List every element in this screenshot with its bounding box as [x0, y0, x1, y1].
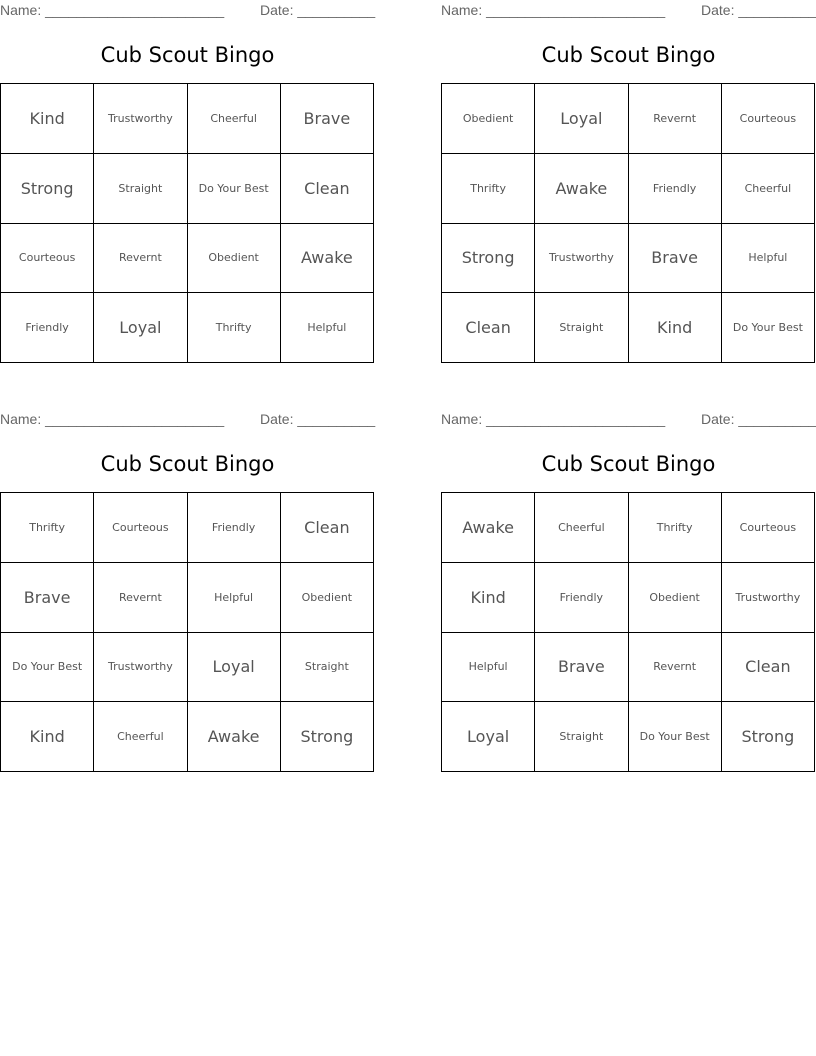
bingo-cell[interactable]: Helpful: [188, 563, 281, 633]
bingo-cell[interactable]: Cheerful: [94, 702, 187, 772]
bingo-grid: [0, 83, 374, 363]
card-header: [441, 0, 816, 20]
bingo-cell[interactable]: Awake: [281, 224, 374, 294]
bingo-cell[interactable]: Helpful: [722, 224, 815, 294]
date-field[interactable]: Date: __________: [260, 411, 376, 427]
bingo-cell[interactable]: Thrifty: [629, 493, 722, 563]
bingo-cell[interactable]: Clean: [281, 493, 374, 563]
bingo-cell[interactable]: Obedient: [188, 224, 281, 294]
name-field[interactable]: Name: _______________________: [0, 411, 225, 427]
bingo-cell[interactable]: Loyal: [535, 84, 628, 154]
bingo-cell[interactable]: Kind: [1, 702, 94, 772]
card-title: Cub Scout Bingo: [100, 43, 275, 67]
bingo-cell[interactable]: Straight: [94, 154, 187, 224]
bingo-cell[interactable]: Awake: [442, 493, 535, 563]
bingo-cell[interactable]: Cheerful: [722, 154, 815, 224]
bingo-cell[interactable]: Do Your Best: [1, 633, 94, 703]
bingo-cell[interactable]: Do Your Best: [722, 293, 815, 363]
bingo-cell[interactable]: Cheerful: [535, 493, 628, 563]
bingo-cell[interactable]: Trustworthy: [94, 633, 187, 703]
bingo-cell[interactable]: Helpful: [442, 633, 535, 703]
bingo-cell[interactable]: Courteous: [722, 493, 815, 563]
card-title: Cub Scout Bingo: [541, 43, 716, 67]
bingo-cell[interactable]: Do Your Best: [629, 702, 722, 772]
bingo-cell[interactable]: Clean: [281, 154, 374, 224]
bingo-cell[interactable]: Straight: [535, 702, 628, 772]
bingo-cell[interactable]: Revernt: [629, 633, 722, 703]
bingo-cell[interactable]: Straight: [535, 293, 628, 363]
bingo-cell[interactable]: Revernt: [94, 224, 187, 294]
bingo-cell[interactable]: Loyal: [94, 293, 187, 363]
card-header: [0, 0, 375, 20]
bingo-cell[interactable]: Thrifty: [1, 493, 94, 563]
bingo-cell[interactable]: Strong: [722, 702, 815, 772]
date-field[interactable]: Date: __________: [701, 2, 816, 18]
bingo-grid: [441, 83, 815, 363]
bingo-cell[interactable]: Kind: [442, 563, 535, 633]
bingo-cell[interactable]: Brave: [281, 84, 374, 154]
bingo-cell[interactable]: Cheerful: [188, 84, 281, 154]
bingo-cell[interactable]: Courteous: [94, 493, 187, 563]
bingo-cell[interactable]: Clean: [442, 293, 535, 363]
bingo-cell[interactable]: Do Your Best: [188, 154, 281, 224]
bingo-cell[interactable]: Loyal: [188, 633, 281, 703]
bingo-cell[interactable]: Trustworthy: [94, 84, 187, 154]
bingo-card-2: [441, 0, 816, 365]
bingo-cell[interactable]: Friendly: [188, 493, 281, 563]
bingo-cell[interactable]: Courteous: [1, 224, 94, 294]
name-field[interactable]: Name: _______________________: [0, 2, 225, 18]
bingo-card-1: [0, 0, 375, 365]
bingo-cell[interactable]: Thrifty: [188, 293, 281, 363]
card-header: [441, 409, 816, 429]
bingo-cell[interactable]: Brave: [629, 224, 722, 294]
bingo-cell[interactable]: Friendly: [535, 563, 628, 633]
card-header: [0, 409, 375, 429]
bingo-cell[interactable]: Trustworthy: [722, 563, 815, 633]
bingo-cell[interactable]: Strong: [1, 154, 94, 224]
bingo-cell[interactable]: Trustworthy: [535, 224, 628, 294]
bingo-cell[interactable]: Awake: [535, 154, 628, 224]
bingo-cell[interactable]: Kind: [1, 84, 94, 154]
bingo-cell[interactable]: Strong: [281, 702, 374, 772]
bingo-card-4: [441, 409, 816, 774]
date-field[interactable]: Date: __________: [260, 2, 376, 18]
bingo-cell[interactable]: Obedient: [442, 84, 535, 154]
bingo-cell[interactable]: Revernt: [629, 84, 722, 154]
bingo-cell[interactable]: Brave: [535, 633, 628, 703]
bingo-cell[interactable]: Clean: [722, 633, 815, 703]
name-field[interactable]: Name: _______________________: [441, 2, 666, 18]
bingo-cell[interactable]: Strong: [442, 224, 535, 294]
bingo-cell[interactable]: Courteous: [722, 84, 815, 154]
bingo-cell[interactable]: Obedient: [629, 563, 722, 633]
bingo-cell[interactable]: Thrifty: [442, 154, 535, 224]
bingo-cell[interactable]: Kind: [629, 293, 722, 363]
card-title: Cub Scout Bingo: [100, 452, 275, 476]
bingo-cell[interactable]: Straight: [281, 633, 374, 703]
bingo-grid: [441, 492, 815, 772]
bingo-cell[interactable]: Brave: [1, 563, 94, 633]
bingo-cell[interactable]: Obedient: [281, 563, 374, 633]
bingo-cell[interactable]: Awake: [188, 702, 281, 772]
bingo-card-3: [0, 409, 375, 774]
bingo-cell[interactable]: Friendly: [1, 293, 94, 363]
name-field[interactable]: Name: _______________________: [441, 411, 666, 427]
bingo-cell[interactable]: Friendly: [629, 154, 722, 224]
date-field[interactable]: Date: __________: [701, 411, 816, 427]
bingo-cell[interactable]: Helpful: [281, 293, 374, 363]
bingo-grid: [0, 492, 374, 772]
bingo-cell[interactable]: Loyal: [442, 702, 535, 772]
card-title: Cub Scout Bingo: [541, 452, 716, 476]
bingo-cell[interactable]: Revernt: [94, 563, 187, 633]
